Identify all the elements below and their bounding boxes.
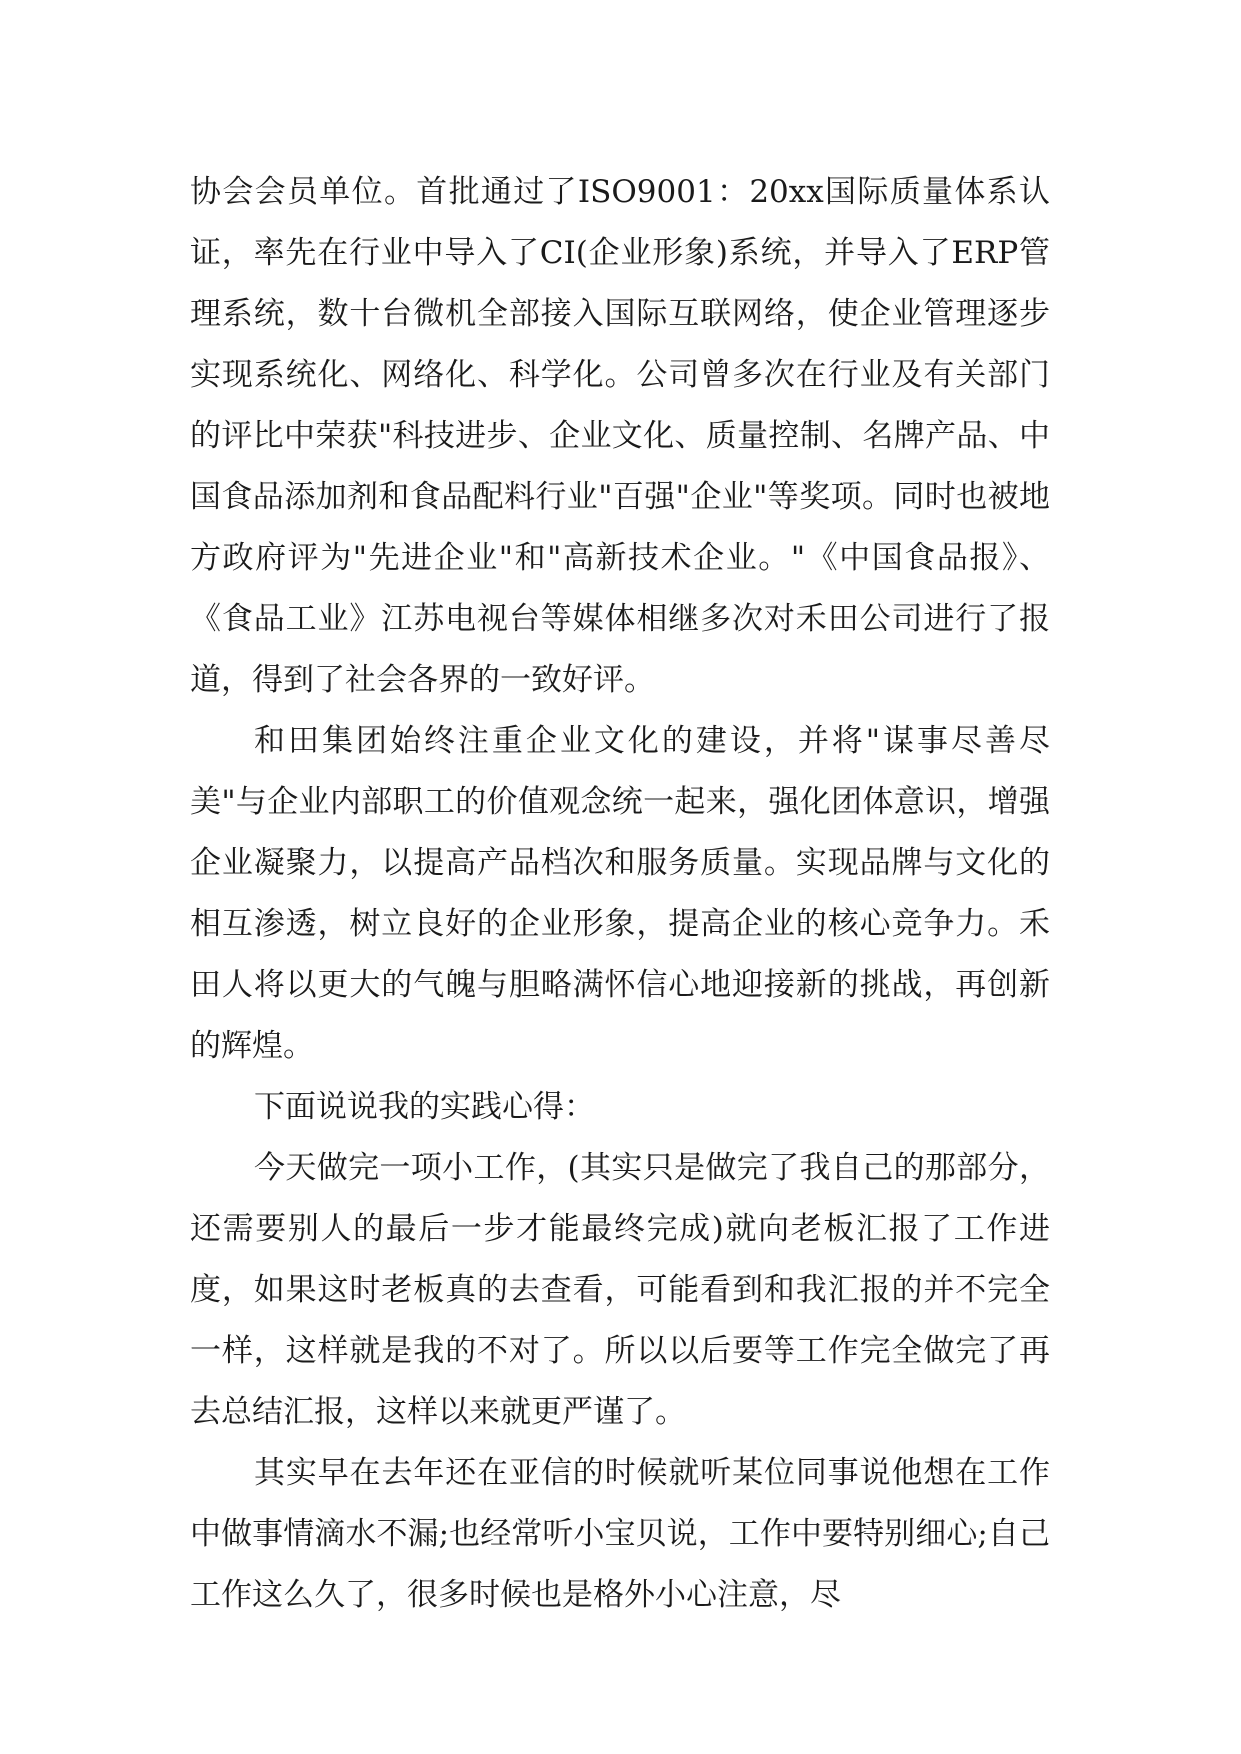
document-body [190, 162, 1050, 1626]
paragraph-work-report: 今天做完一项小工作，(其实只是做完了我自己的那部分，还需要别人的最后一步才能最终完成)就向老板汇报了工作进度，如果这时老板真的去查看，可能看到和我汇报的并不完全一样，这样就是我的不对了。所以以后要等工作完全做完了再去总结汇报，这样以来就更严谨了。 [190, 1150, 1050, 1430]
paragraph-corporate-culture: 和田集团始终注重企业文化的建设，并将"谋事尽善尽美"与企业内部职工的价值观念统一起来，强化团体意识，增强企业凝聚力，以提高产品档次和服务质量。实现品牌与文化的相互渗透，树立良好的企业形象，提高企业的核心竞争力。禾田人将以更大的气魄与胆略满怀信心地迎接新的挑战，再创新的辉煌。 [190, 723, 1050, 1064]
paragraph-attention-to-detail: 其实早在去年还在亚信的时候就听某位同事说他想在工作中做事情滴水不漏;也经常听小宝贝说，工作中要特别细心;自己工作这么久了，很多时候也是格外小心注意，尽 [190, 1455, 1050, 1613]
paragraph-practice-intro: 下面说说我的实践心得： [254, 1089, 595, 1125]
paragraph-company-honors: 协会会员单位。首批通过了ISO9001：20xx国际质量体系认证，率先在行业中导入了CI(企业形象)系统，并导入了ERP管理系统，数十台微机全部接入国际互联网络，使企业管理逐步实现系统化、网络化、科学化。公司曾多次在行业及有关部门的评比中荣获"科技进步、企业文化、质量控制、名牌产品、中国食品添加剂和食品配料行业"百强"企业"等奖项。同时也被地方政府评为"先进企业"和"高新技术企业。"《中国食品报》、《食品工业》江苏电视台等媒体相继多次对禾田公司进行了报道，得到了社会各界的一致好评。 [190, 174, 1050, 698]
